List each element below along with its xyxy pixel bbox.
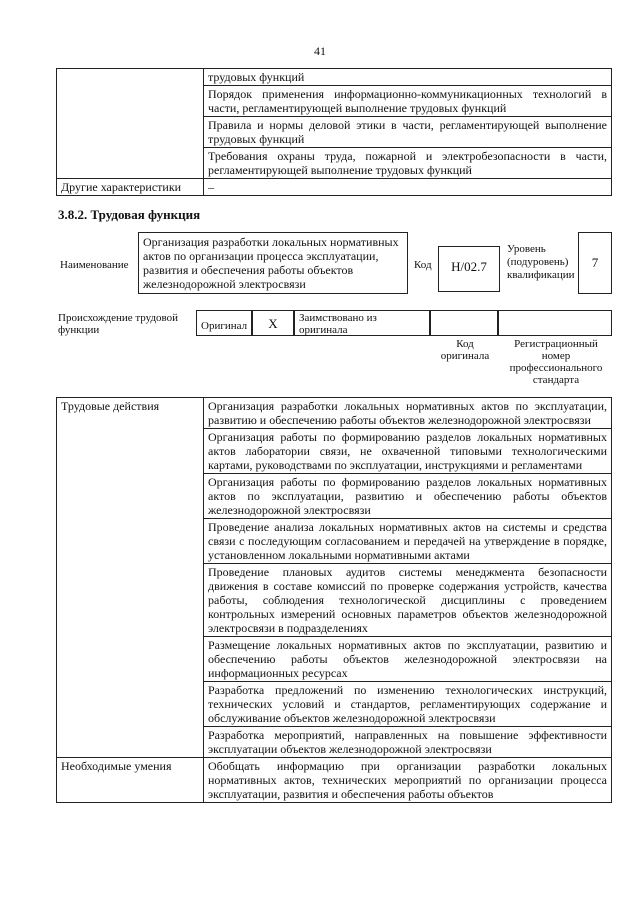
skills-label: Необходимые умения <box>57 758 204 803</box>
function-name: Организация разработки локальных нормативных актов по организации процесса эксплуатации, развития и обеспечения работы объектов железнодорожной электросвязи <box>138 232 408 294</box>
main-table <box>56 397 612 803</box>
labor-action-row: Разработка предложений по изменению технологических инструкций, технических условий и стандартов, регламентирующих содержание и обслуживание объектов железнодорожной электросвязи <box>204 682 612 727</box>
labor-action-row: Проведение плановых аудитов системы менеджмента безопасности движения в составе комиссий по проверке содержания устройств, качества работы, соблюдения технологической дисциплины с проведением контрольных измерений основных параметров объектов железнодорожной электросвязи в подразделениях <box>204 564 612 637</box>
original-code-cell <box>430 310 498 336</box>
function-code: H/02.7 <box>438 246 500 292</box>
top-table <box>56 68 612 196</box>
top-table-cell: Правила и нормы деловой этики в части, регламентирующей выполнение трудовых функций <box>204 117 612 148</box>
code-caption: Код оригинала <box>440 338 490 362</box>
original-label: Оригинал <box>196 310 252 336</box>
labor-actions-label: Трудовые действия <box>57 398 204 758</box>
labor-action-row: Проведение анализа локальных нормативных актов на системы и средства связи с последующим согласованием и передачей на утверждение в порядке, установленном локальными нормативными актами <box>204 519 612 564</box>
labor-action-row: Разработка мероприятий, направленных на повышение эффективности эксплуатации объектов железнодорожной электросвязи <box>204 727 612 758</box>
labor-action-row: Размещение локальных нормативных актов по эксплуатации, развитию и обеспечению работы объектов железнодорожной электросвязи на информационных ресурсах <box>204 637 612 682</box>
section-heading: 3.8.2. Трудовая функция <box>58 207 201 222</box>
original-mark: X <box>252 310 294 336</box>
labor-action-row: Организация работы по формированию разделов локальных нормативных актов лаборатории связи, не охваченной типовыми технологическими картами, руководствами по эксплуатации, инструкциями и регламентами <box>204 429 612 474</box>
skill-row: Обобщать информацию при организации разработки локальных нормативных актов, технических мероприятий по организации процесса эксплуатации, развития и обеспечения работы объектов <box>204 758 612 803</box>
page-number: 41 <box>314 44 326 58</box>
origin-label: Происхождение трудовой функции <box>58 312 179 336</box>
reg-caption: Регистрационный номер профессионального стандарта <box>509 338 603 386</box>
labor-action-row: Организация разработки локальных нормативных актов по эксплуатации, развитию и обеспечению работы объектов железнодорожной электросвязи <box>204 398 612 429</box>
top-table-cell: Порядок применения информационно-коммуникационных технологий в части, регламентирующей выполнение трудовых функций <box>204 86 612 117</box>
borrowed-label: Заимствовано из оригинала <box>294 310 430 336</box>
level-label: Уровень (подуровень) квалификации <box>507 243 575 281</box>
code-label: Код <box>414 259 432 271</box>
labor-action-row: Организация работы по формированию разделов локальных нормативных актов по эксплуатации, развитию и обеспечению работы объектов железнодорожной электросвязи <box>204 474 612 519</box>
other-characteristics-label: Другие характеристики <box>57 179 204 196</box>
level-value: 7 <box>578 232 612 294</box>
top-table-cell: Требования охраны труда, пожарной и электробезопасности в части, регламентирующей выполнение трудовых функций <box>204 148 612 179</box>
other-characteristics-value: – <box>204 179 612 196</box>
reg-number-cell <box>498 310 612 336</box>
top-table-cell: трудовых функций <box>204 69 612 86</box>
name-label: Наименование <box>60 259 129 271</box>
top-table-label-empty <box>57 69 204 179</box>
